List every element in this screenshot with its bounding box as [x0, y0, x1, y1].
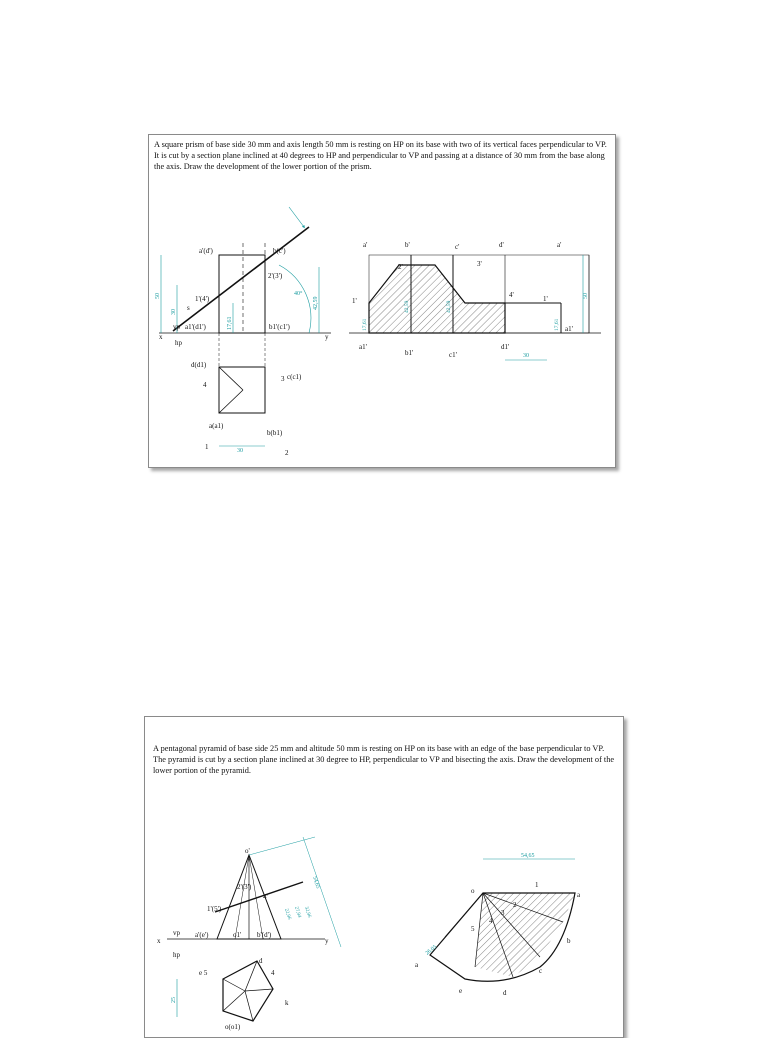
development-hatched-region: [369, 265, 505, 333]
dev-label-b: b': [405, 241, 410, 249]
label-bc: b(c'): [273, 247, 286, 255]
dim-42-59: 42,59: [313, 296, 319, 310]
label-bd: b'(d'): [257, 931, 272, 939]
dev-label-1-end: 1': [543, 295, 548, 303]
top-view-diag-2: [219, 390, 243, 413]
dev-label-d: d: [503, 989, 507, 997]
dev-label-d: d': [499, 241, 504, 249]
development-hatched-region: [475, 893, 575, 977]
dev-label-a2: a: [415, 961, 419, 969]
dev-label-5: 5: [471, 925, 475, 933]
dev-label-a-end: a': [557, 241, 562, 249]
dim-d2: 27,94: [293, 906, 302, 919]
dev-label-4: 4: [489, 917, 493, 925]
dev-label-d1: d1': [501, 343, 510, 351]
label-o1: o1': [233, 931, 242, 939]
dev-dim-50: 50: [583, 293, 589, 299]
dev-dim-30: 30: [523, 353, 529, 359]
label-23: 2'(3'): [268, 272, 283, 280]
problem-statement-2: A pentagonal pyramid of base side 25 mm and altitude 50 mm is resting on HP on its base with an edge of the base perpendicular to VP. The pyramid is cut by a section plane inclined at 30 degree to HP, perpendicular to VP and bisecting the axis. Draw the development of the lower portion of the pyramid.: [153, 744, 615, 775]
dim-30v: 30: [171, 309, 177, 315]
label-a1d1: a1'(d1'): [185, 323, 206, 331]
label-hp: hp: [173, 951, 180, 959]
label-4: 4': [263, 893, 268, 901]
dev-label-o: o: [471, 887, 475, 895]
top-view-diag: [219, 367, 243, 390]
dev-dim-42a: 42,59: [404, 300, 410, 313]
section-arrow: [289, 207, 304, 227]
dim-30h: 30: [237, 448, 243, 454]
label-cc1: c(c1): [287, 373, 302, 381]
label-vp: vp: [173, 929, 180, 937]
label-vp: vp: [173, 323, 180, 331]
label-y: y: [325, 937, 329, 945]
label-4: 4: [203, 381, 207, 389]
dev-dim-42b: 42,59: [446, 300, 452, 313]
dev-label-a: a: [577, 891, 581, 899]
dim-17-61: 17,61: [227, 316, 233, 330]
dev-label-4: 4': [509, 291, 514, 299]
label-oo1: o(o1): [225, 1023, 241, 1031]
label-e5: e 5: [199, 969, 208, 977]
dev-label-1: 1: [535, 881, 539, 889]
dev-label-c: c': [455, 243, 460, 251]
dev-label-2: 2: [513, 901, 517, 909]
document-page-1: [148, 134, 616, 468]
dev-label-a1: a1': [359, 343, 367, 351]
dev-label-2: 2': [398, 263, 403, 271]
dev-label-c: c: [539, 967, 543, 975]
label-4b: 4: [271, 969, 275, 977]
label-s: s: [187, 304, 190, 312]
dim-d1: 32,96: [303, 906, 312, 919]
label-3: 3: [281, 375, 285, 383]
dev-label-b: b: [567, 937, 571, 945]
dev-label-c1: c1': [449, 351, 457, 359]
dev-label-1: 1': [352, 297, 357, 305]
dev-label-3: 3: [501, 909, 505, 917]
label-15: 1'(5'): [207, 905, 222, 913]
dev-dim-17a: 17,61: [362, 318, 368, 331]
dev-dim-17b: 17,61: [554, 318, 560, 331]
label-23: 2'(3'): [237, 883, 252, 891]
dim-d3: 22,96: [283, 908, 292, 921]
dim-25: 25: [171, 997, 177, 1003]
label-d: d: [259, 957, 263, 965]
label-bb1: b(b1): [267, 429, 283, 437]
dev-label-3: 3': [477, 260, 482, 268]
dev-label-a1-end: a1': [565, 325, 573, 333]
label-k: k: [285, 999, 289, 1007]
dev-label-b1: b1': [405, 349, 414, 357]
label-x: x: [157, 937, 161, 945]
dim-angle: 40°: [294, 291, 303, 297]
dim-50: 50: [155, 293, 161, 299]
document-page-2: [144, 716, 624, 1038]
label-ad: a'(d'): [199, 247, 213, 255]
pyramid-drawing: [145, 717, 623, 1037]
section-plane-2: [215, 882, 303, 912]
label-2: 2: [285, 449, 289, 457]
label-x: x: [159, 333, 163, 341]
label-o: o': [245, 847, 250, 855]
label-b1c1: b1'(c1'): [269, 323, 290, 331]
dev-dim-top: 54,65: [521, 853, 535, 859]
dim-slant: 54,65: [311, 875, 321, 890]
label-ae: a'(e'): [195, 931, 209, 939]
section-plane-line: [173, 227, 309, 331]
label-1: 1: [205, 443, 209, 451]
prism-drawing: [149, 135, 615, 467]
dev-label-a: a': [363, 241, 368, 249]
problem-statement-1: A square prism of base side 30 mm and axis length 50 mm is resting on HP on its base with two of its vertical faces perpendicular to VP. It is cut by a section plane inclined at 40 degrees to HP and perpendicular to VP and passing at a distance of 30 mm from the base along the axis. Draw the development of the lower portion of the prism.: [154, 140, 607, 171]
label-y: y: [325, 333, 329, 341]
label-14: 1'(4'): [195, 295, 210, 303]
label-aa1: a(a1): [209, 422, 224, 430]
label-dd1: d(d1): [191, 361, 207, 369]
label-hp: hp: [175, 339, 182, 347]
dev-label-e: e: [459, 987, 463, 995]
dev-dim-edge: 26,05: [424, 944, 438, 957]
